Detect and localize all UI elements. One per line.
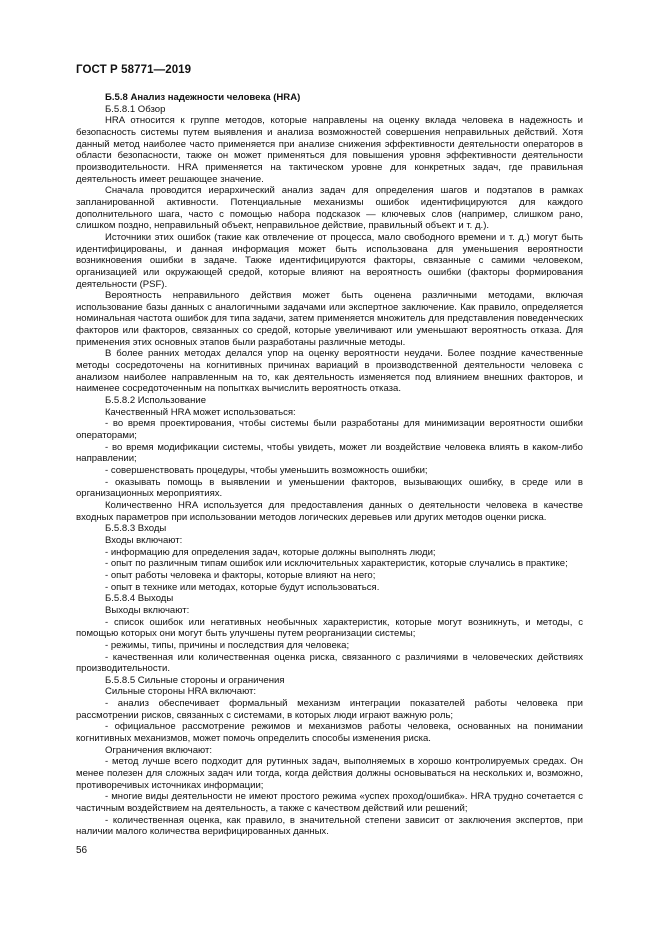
paragraph: Вероятность неправильного действия может быть оценена различными методами, включая использование базы данных с аналогичными задачами или экспертное заключение. Как правило, определяется номинальная частота ошибок для типа задачи, затем применяется множитель для представления поведенческих факторов или факторов, связанных со средой, которые увеличивают или уменьшают вероятность отказа. Для применения этих основных этапов были разработаны различные методы. bbox=[76, 290, 583, 348]
paragraph: - режимы, типы, причины и последствия для человека; bbox=[105, 639, 350, 651]
paragraph: Б.5.8.1 Обзор bbox=[105, 103, 166, 115]
paragraph: Б.5.8.2 Использование bbox=[105, 395, 207, 407]
paragraph: - во время модификации системы, чтобы увидеть, может ли воздействие человека влиять в каком-либо направлении; bbox=[76, 441, 583, 465]
paragraph: Б.5.8.3 Входы bbox=[105, 523, 167, 535]
paragraph: - список ошибок или негативных необычных характеристик, которые могут возникнуть, и методы, с помощью которых они могут быть улучшены путем реорганизации системы; bbox=[76, 616, 583, 640]
paragraph: - опыт по различным типам ошибок или исключительных характеристик, которые случались в практике; bbox=[105, 558, 568, 570]
paragraph: - во время проектирования, чтобы системы были разработаны для минимизации вероятности ошибки операторами; bbox=[76, 418, 583, 442]
paragraph: - метод лучше всего подходит для рутинных задач, выполняемых в хорошо контролируемых средах. Он менее полезен для сложных задач или тогда, когда действия должны основываться на нескольких и, возможно, противоречивых источниках информации; bbox=[76, 756, 583, 791]
paragraph: Выходы включают: bbox=[105, 604, 190, 616]
paragraph: - анализ обеспечивает формальный механизм интеграции показателей работы человека при рассмотрении рисков, связанных с системами, в которых люди играют важную роль; bbox=[76, 698, 583, 721]
paragraph: Ограничения включают: bbox=[105, 744, 212, 756]
paragraph: - качественная или количественная оценка риска, связанного с различиями в человеческих действиях производительности. bbox=[76, 651, 583, 675]
paragraph: Б.5.8.4 Выходы bbox=[105, 593, 174, 605]
paragraph: Сначала проводится иерархический анализ задач для определения шагов и подэтапов в рамках запланированной активности. Потенциальные механизмы ошибок идентифицируются для каждого дополнительного шага, часто с помощью набора подсказок — ключевых слов (например, слишком рано, слишком поздно, неправильный объект, неправильное действие, правильный объект и т. д.). bbox=[76, 185, 583, 232]
paragraph: - официальное рассмотрение режимов и механизмов работы человека, основанных на понимании когнитивных механизмов, может помочь определить способы изменения риска. bbox=[76, 721, 583, 745]
paragraph: - информацию для определения задач, которые должны выполнять люди; bbox=[105, 546, 436, 558]
paragraph: - многие виды деятельности не имеют простого режима «успех проход/ошибка». HRA трудно сочетается с частичным воздействием на деятельность, а также с качеством действий или решений; bbox=[76, 791, 583, 815]
paragraph: Сильные стороны HRA включают: bbox=[105, 686, 257, 698]
paragraph: В более ранних методах делался упор на оценку вероятности неудачи. Более поздние качественные методы сосредоточены на когнитивных причинах вариаций в производственной деятельности человека с анализом наиболее направленным на то, как деятельность изменяется под влиянием внешних факторов, и наименее сосредоточенным на попытках вычислить вероятность отказа. bbox=[76, 348, 583, 395]
paragraph: - оказывать помощь в выявлении и уменьшении факторов, вызывающих ошибку, в среде или в организационных мероприятиях. bbox=[76, 476, 583, 500]
paragraph: - количественная оценка, как правило, в значительной степени зависит от заключения экспертов, при наличии малого количества верифицированных данных. bbox=[76, 814, 583, 838]
document-body bbox=[76, 92, 583, 838]
paragraph: HRA относится к группе методов, которые направлены на оценку вклада человека в надежность и безопасность системы путем выявления и анализа возможностей совершения неправильных действий. Хотя данный метод наиболее часто применяется при анализе снижения эффективности деятельности операторов в области безопасности, также он может применяться для повышения уровня эффективности деятельности производительности. HRA применяется на тактическом уровне для конкретных задач, где правильная деятельность имеет решающее значение. bbox=[76, 115, 583, 185]
paragraph: - совершенствовать процедуры, чтобы уменьшить возможность ошибки; bbox=[105, 465, 428, 476]
paragraph: Источники этих ошибок (такие как отвлечение от процесса, мало свободного времени и т. д.) могут быть идентифицированы, и данная информация может быть использована для уменьшения вероятности возникновения ошибки в задаче. Также идентифицируются факторы, связанные с самими человеком, организацией или окружающей средой, которые влияют на вероятность ошибки (факторы формирования деятельности (PSF). bbox=[76, 231, 583, 290]
paragraph: - опыт в технике или методах, которые будут использоваться. bbox=[105, 581, 380, 593]
section-heading: Б.5.8 Анализ надежности человека (HRA) bbox=[105, 92, 301, 103]
page-number: 56 bbox=[76, 845, 88, 856]
paragraph: Входы включают: bbox=[105, 534, 183, 546]
paragraph: Качественный HRA может использоваться: bbox=[105, 406, 296, 418]
document-header: ГОСТ Р 58771—2019 bbox=[76, 64, 192, 76]
paragraph: Количественно HRA используется для предоставления данных о деятельности человека в качестве входных параметров при использовании методов логических деревьев или других методов оценки риска. bbox=[76, 499, 583, 523]
paragraph: Б.5.8.5 Сильные стороны и ограничения bbox=[105, 674, 285, 686]
paragraph: - опыт работы человека и факторы, которые влияют на него; bbox=[105, 569, 376, 581]
